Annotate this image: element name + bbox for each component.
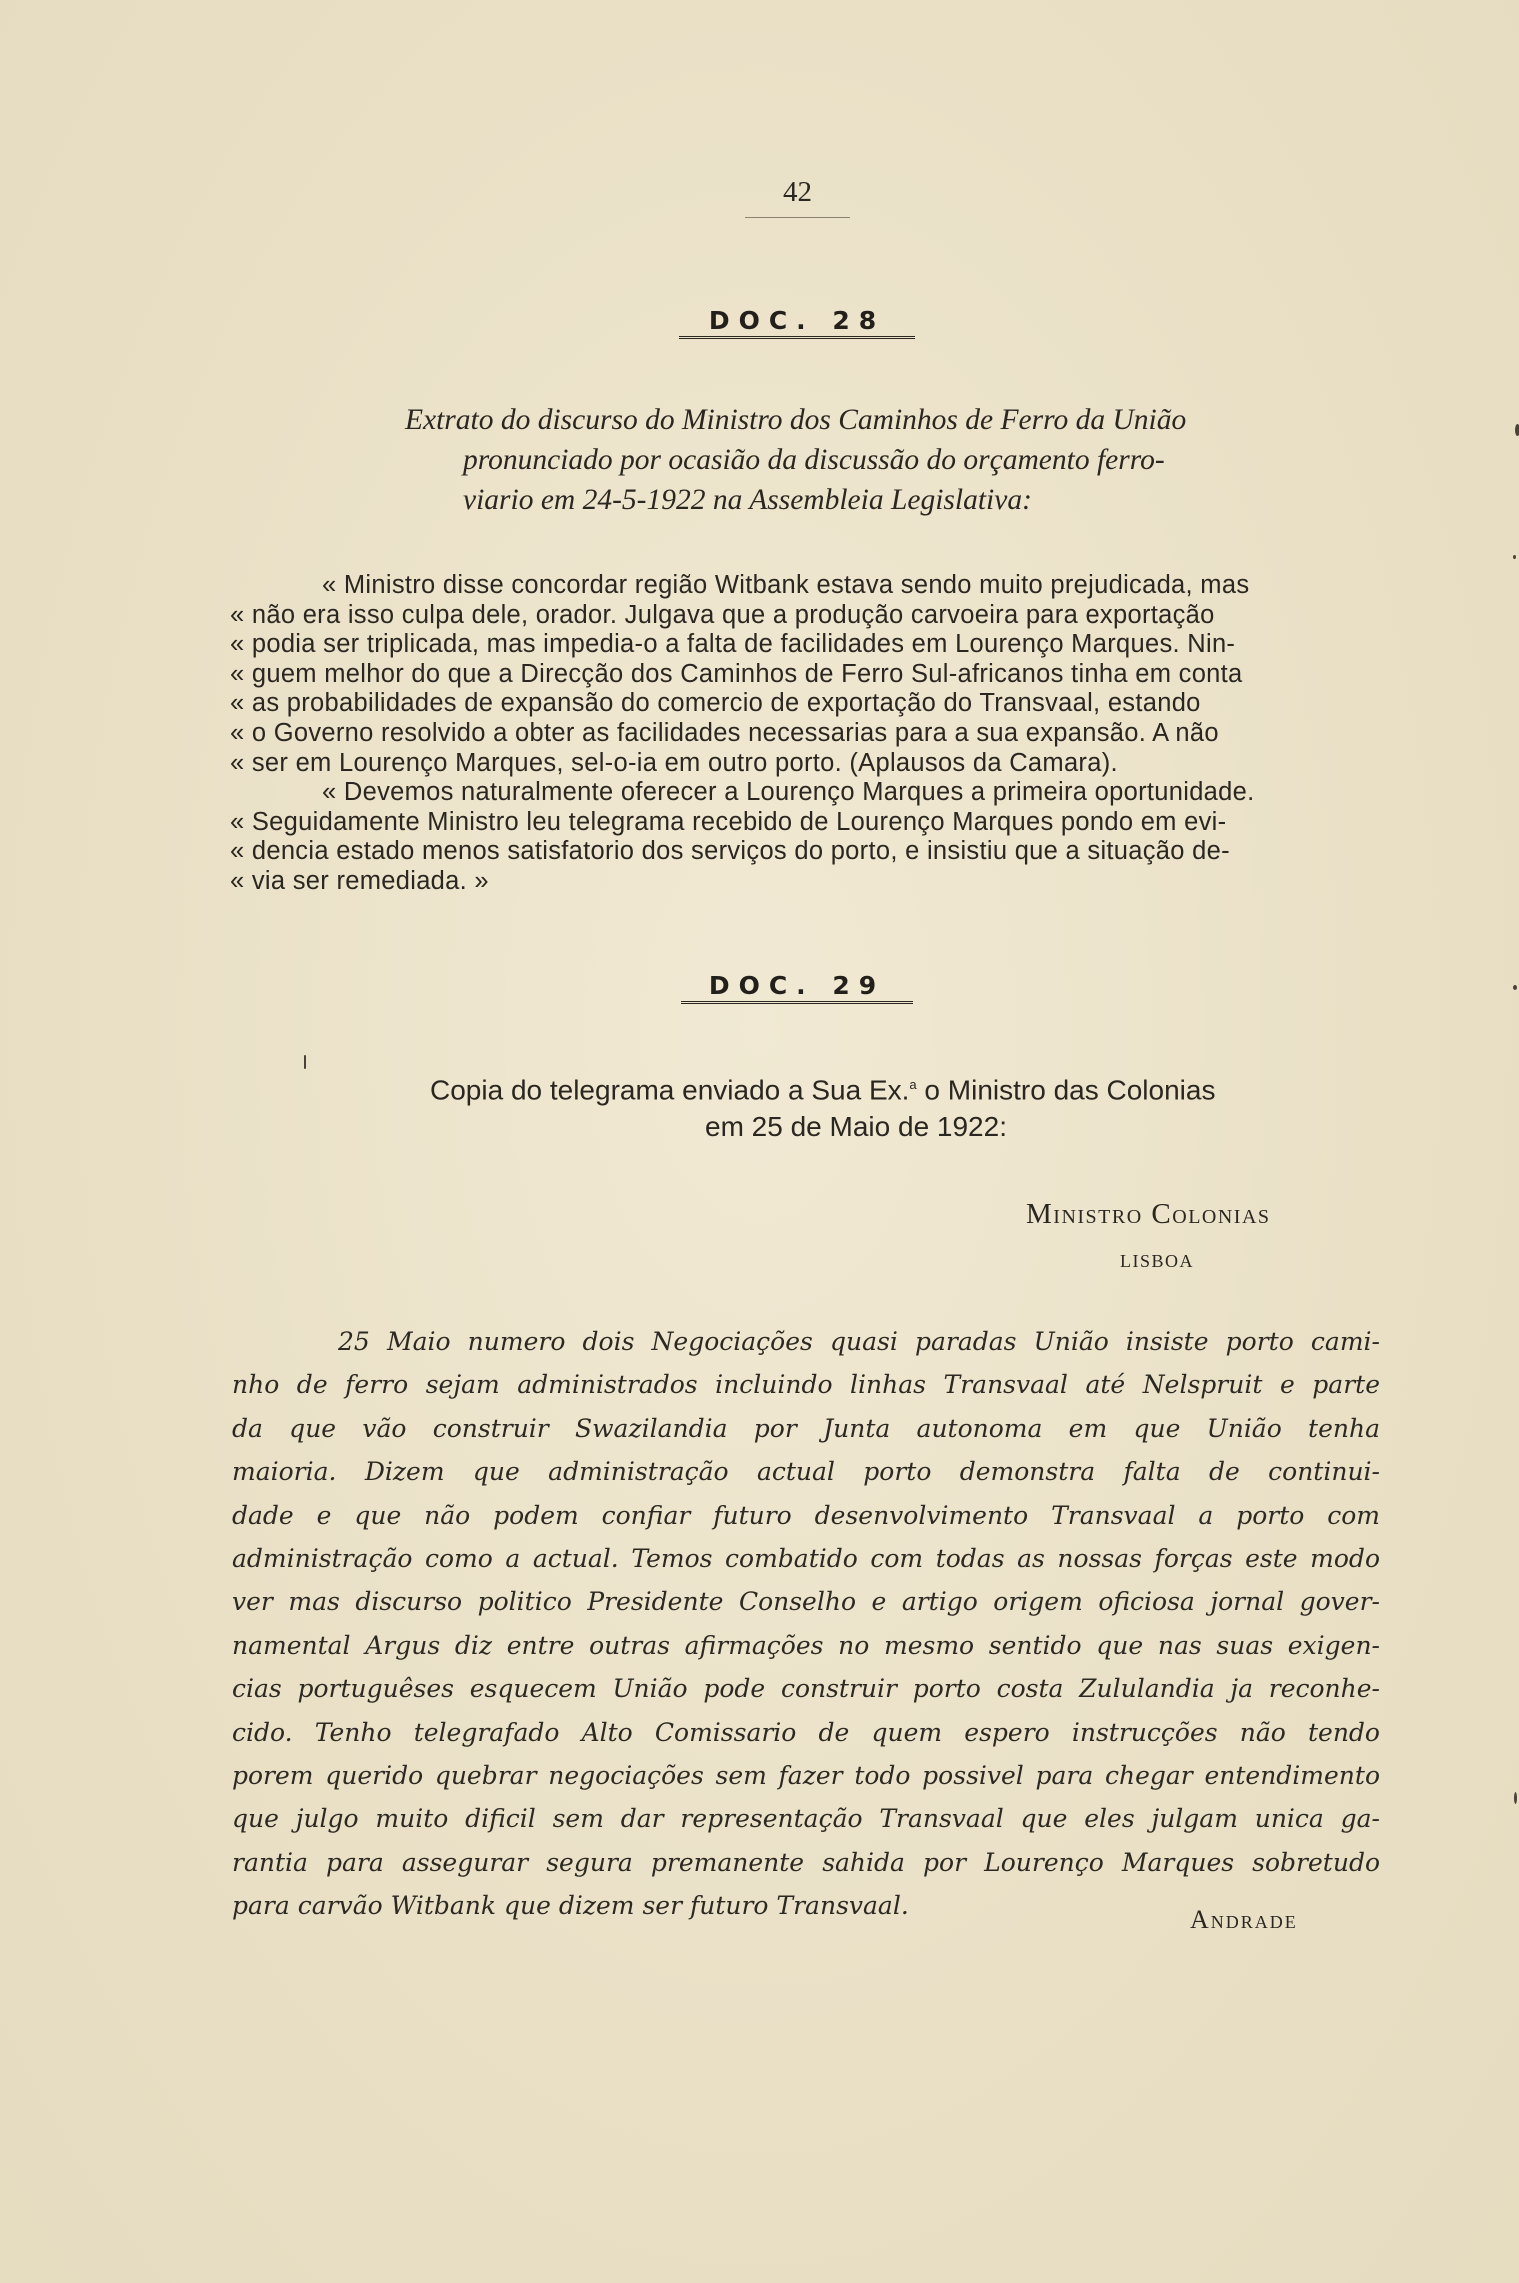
title-superscript: a <box>909 1077 917 1092</box>
title-line <box>430 1066 1330 1108</box>
speech-line: « ser em Lourenço Marques, sel-o-ia em outro porto. (Aplausos da Camara). <box>230 748 1118 777</box>
doc-28-heading: DOC. 28 <box>679 308 915 339</box>
paper-speck <box>1513 985 1517 990</box>
telegram-line: 25 Maio numero dois Negociações quasi paradas União insiste porto cami- <box>338 1327 1380 1356</box>
telegram-line: rantia para assegurar segura premanente sahida por Lourenço Marques sobretudo <box>232 1847 1380 1877</box>
telegram-line: ver mas discurso politico Presidente Conselho e artigo origem oficiosa jornal gover- <box>232 1587 1380 1617</box>
speech-line: « não era isso culpa dele, orador. Julgava que a produção carvoeira para exportação <box>230 600 1215 629</box>
telegram-line: que julgo muito dificil sem dar representação Transvaal que eles julgam unica ga- <box>232 1804 1380 1834</box>
paper-speck <box>304 1055 306 1069</box>
signature: Andrade <box>1190 1905 1298 1934</box>
doc-28-intro <box>405 400 1315 520</box>
intro-line: pronunciado por ocasião da discussão do orçamento ferro- <box>463 444 1165 476</box>
title-text-pre: Copia do telegrama enviado a Sua Ex. <box>430 1074 910 1106</box>
speech-line: « Ministro disse concordar região Witbank estava sendo muito prejudicada, mas <box>322 571 1250 599</box>
telegram-line: para carvão Witbank que dizem ser futuro Transvaal. <box>232 1891 909 1921</box>
speech-line: « Seguidamente Ministro leu telegrama recebido de Lourenço Marques pondo em evi- <box>230 807 1227 836</box>
doc-29-title <box>430 1066 1330 1145</box>
speech-line: « Devemos naturalmente oferecer a Lourenço Marques a primeira oportunidade. <box>322 778 1255 807</box>
telegram-line: namental Argus diz entre outras afirmações no mesmo sentido que nas suas exigen- <box>232 1630 1380 1660</box>
telegram-line: cido. Tenho telegrafado Alto Comissario de quem espero instrucções não tendo <box>232 1717 1380 1747</box>
telegram-line: nho de ferro sejam administrados incluindo linhas Transvaal até Nelspruit e parte <box>232 1370 1380 1400</box>
page-number: 42 <box>745 176 850 218</box>
telegram-line: porem querido quebrar negociações sem fazer todo possivel para chegar entendimento <box>232 1761 1380 1791</box>
telegram-line: maioria. Dizem que administração actual porto demonstra falta de continui- <box>232 1457 1380 1487</box>
speech-line: « o Governo resolvido a obter as facilidades necessarias para a sua expansão. A não <box>230 718 1219 747</box>
telegram-line: administração como a actual. Temos combatido com todas as nossas forças este modo <box>232 1544 1380 1574</box>
speech-line: « via ser remediada. » <box>230 866 489 895</box>
title-text-post: o Ministro das Colonias <box>916 1074 1216 1106</box>
speech-line: « podia ser triplicada, mas impedia-o a falta de facilidades em Lourenço Marques. Nin- <box>230 630 1236 659</box>
intro-line: Extrato do discurso do Ministro dos Caminhos de Ferro da União <box>405 404 1187 436</box>
telegram-addressee: Ministro Colonias <box>1026 1198 1271 1230</box>
telegram-body <box>232 1320 1380 1928</box>
paper-speck <box>1513 555 1516 559</box>
title-line: em 25 de Maio de 1922: <box>705 1111 1007 1143</box>
paper-speck <box>1514 1792 1517 1804</box>
paper-speck <box>1515 424 1519 436</box>
doc-28-speech <box>230 571 1370 897</box>
intro-line: viario em 24-5-1922 na Assembleia Legislativa: <box>463 484 1032 516</box>
telegram-line: da que vão construir Swazilandia por Junta autonoma em que União tenha <box>232 1413 1380 1443</box>
doc-29-heading: DOC. 29 <box>681 973 913 1004</box>
speech-line: « guem melhor do que a Direcção dos Caminhos de Ferro Sul-africanos tinha em conta <box>230 659 1243 688</box>
telegram-line: cias portuguêses esquecem União pode construir porto costa Zululandia ja reconhe- <box>232 1674 1380 1704</box>
telegram-city: LISBOA <box>1120 1251 1195 1271</box>
speech-line: « dencia estado menos satisfatorio dos serviços do porto, e insistiu que a situação de- <box>230 837 1230 866</box>
speech-line: « as probabilidades de expansão do comercio de exportação do Transvaal, estando <box>230 689 1201 718</box>
telegram-line: dade e que não podem confiar futuro desenvolvimento Transvaal a porto com <box>232 1500 1380 1530</box>
